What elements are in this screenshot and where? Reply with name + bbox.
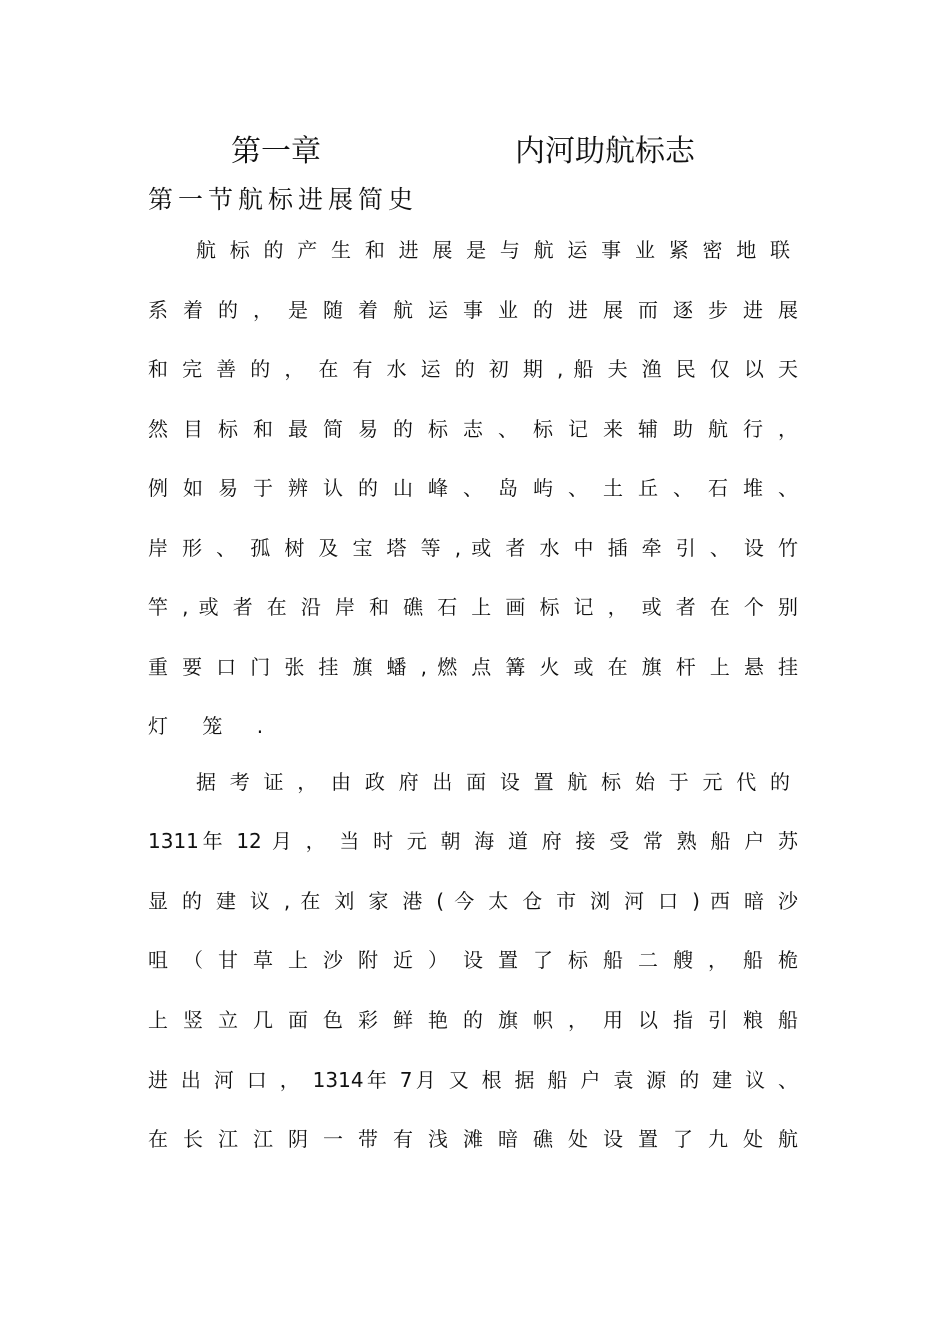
paragraph-line: 灯 笼 . xyxy=(148,714,278,738)
paragraph-line: 竿 , 或 者 在 沿 岸 和 礁 石 上 画 标 记 ， 或 者 在 个 别 xyxy=(148,595,798,619)
section-title: 第一节航标进展简史 xyxy=(148,185,419,214)
chapter-title xyxy=(0,128,950,176)
paragraph-line: 岸 形 、 孤 树 及 宝 塔 等 , 或 者 水 中 插 牵 引 、 设 竹 xyxy=(148,536,798,560)
paragraph-line: 据 考 证 ， 由 政 府 出 面 设 置 航 标 始 于 元 代 的 xyxy=(196,770,790,794)
paragraph-line: 在 长 江 江 阴 一 带 有 浅 滩 暗 礁 处 设 置 了 九 处 航 xyxy=(148,1127,798,1151)
paragraph-line: 然 目 标 和 最 简 易 的 标 志 、 标 记 来 辅 助 航 行 ， xyxy=(148,417,798,441)
paragraph-line: 航 标 的 产 生 和 进 展 是 与 航 运 事 业 紧 密 地 联 xyxy=(196,238,790,262)
chapter-name: 内河助航标志 xyxy=(515,134,695,169)
paragraph-line: 1311年 12 月 ， 当 时 元 朝 海 道 府 接 受 常 熟 船 户 苏 xyxy=(148,829,798,853)
chapter-number: 第一章 xyxy=(231,134,321,169)
paragraph-line: 重 要 口 门 张 挂 旗 蟠 , 燃 点 篝 火 或 在 旗 杆 上 悬 挂 xyxy=(148,655,798,679)
paragraph-line: 系 着 的 ， 是 随 着 航 运 事 业 的 进 展 而 逐 步 进 展 xyxy=(148,298,798,322)
paragraph-line: 例 如 易 于 辨 认 的 山 峰 、 岛 屿 、 土 丘 、 石 堆 、 xyxy=(148,476,798,500)
paragraph-line: 显 的 建 议 , 在 刘 家 港 ( 今 太 仓 市 浏 河 口 ) 西 暗 沙 xyxy=(148,889,798,913)
paragraph-line: 进 出 河 口 ， 1314年 7月 又 根 据 船 户 袁 源 的 建 议 、 xyxy=(148,1068,798,1092)
paragraph-line: 咀 （ 甘 草 上 沙 附 近 ） 设 置 了 标 船 二 艘 ， 船 桅 xyxy=(148,948,798,972)
paragraph-line: 上 竖 立 几 面 色 彩 鲜 艳 的 旗 帜 ， 用 以 指 引 粮 船 xyxy=(148,1008,798,1032)
paragraph-line: 和 完 善 的 ， 在 有 水 运 的 初 期 , 船 夫 渔 民 仅 以 天 xyxy=(148,357,798,381)
